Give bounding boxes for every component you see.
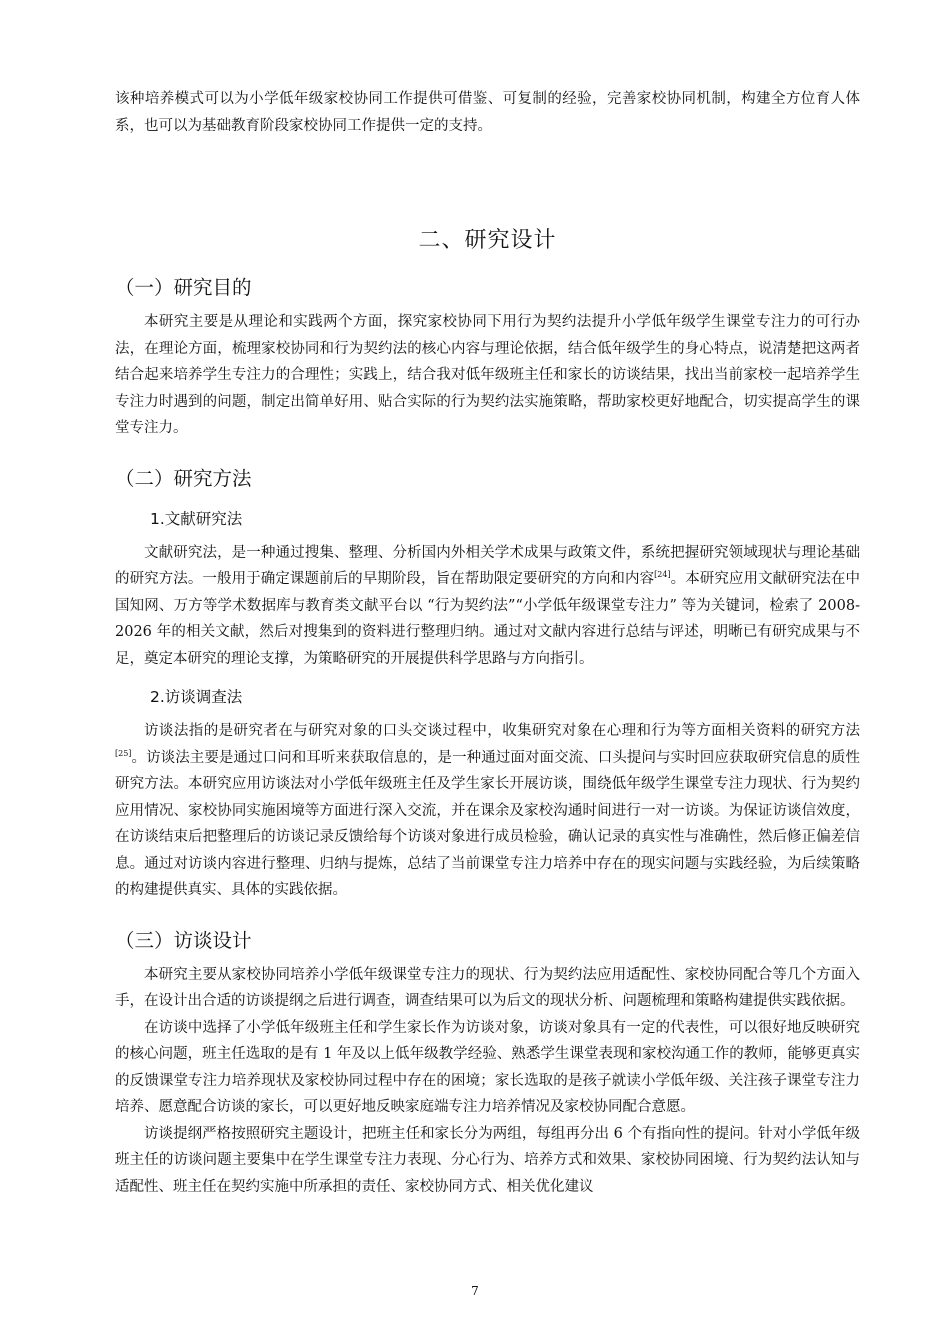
literature-text-part2: 。本研究应用文献研究法在中国知网、万方等学术数据库与教育类文献平台以 “行为契约法”“小学低年级课堂专注力” 等为关键词，检索了 2008-2026 年的相关文献，然后对搜集到的资料进行整理归纳。通过对文献内容进行总结与评述，明晰已有研究成果与不足，奠定本研究的理论支撑，为策略研究的开展提供科学思路与方向指引。	[115, 571, 861, 667]
interview-text-part2: 。访谈法主要是通过口问和耳听来获取信息的，是一种通过面对面交流、口头提问与实时回应获取研究信息的质性研究方法。本研究应用访谈法对小学低年级班主任及学生家长开展访谈，围绕低年级学生课堂专注力现状、行为契约应用情况、家校协同实施困境等方面进行深入交流，并在课余及家校沟通时间进行一对一访谈。为保证访谈信效度，在访谈结束后把整理后的访谈记录反馈给每个访谈对象进行成员检验，确认记录的真实性与准确性，然后修正偏差信息。通过对访谈内容进行整理、归纳与提炼，总结了当前课堂专注力培养中存在的现实问题与实践经验，为后续策略的构建提供真实、具体的实践依据。	[115, 749, 860, 898]
design-paragraph-3: 访谈提纲严格按照研究主题设计，把班主任和家长分为两组，每组再分出 6 个有指向性的提问。针对小学低年级班主任的访谈问题主要集中在学生课堂专注力表现、分心行为、培养方式和效果、家校协同困境、行为契约法认知与适配性、班主任在契约实施中所承担的责任、家校协同方式、相关优化建议	[115, 1125, 860, 1195]
intro-paragraph: 该种培养模式可以为小学低年级家校协同工作提供可借鉴、可复制的经验，完善家校协同机制，构建全方位育人体系，也可以为基础教育阶段家校协同工作提供一定的支持。	[115, 91, 860, 134]
interview-text-part1: 访谈法指的是研究者在与研究对象的口头交谈过程中，收集研究对象在心理和行为等方面相关资料的研究方法	[144, 723, 860, 739]
interview-paragraph	[115, 718, 860, 904]
subsection-title-literature: 1.文献研究法	[150, 509, 243, 528]
citation-24: [24]	[654, 570, 671, 580]
subsection-title-interview: 2.访谈调查法	[150, 688, 243, 706]
design-paragraph-1: 本研究主要从家校协同培养小学低年级课堂专注力的现状、行为契约法应用适配性、家校协同配合等几个方面入手，在设计出合适的访谈提纲之后进行调查，调查结果可以为后文的现状分析、问题梳理和策略构建提供实践依据。	[115, 966, 860, 1009]
chapter-title: 二、研究设计	[418, 228, 557, 253]
document-page	[115, 86, 860, 1200]
page-number: 7	[471, 1284, 479, 1298]
section-title-purpose: （一）研究目的	[115, 276, 252, 299]
design-paragraph-2: 在访谈中选择了小学低年级班主任和学生家长作为访谈对象，访谈对象具有一定的代表性，可以很好地反映研究的核心问题，班主任选取的是有 1 年及以上低年级教学经验、熟悉学生课堂表现和家校沟通工作的教师，能够更真实的反馈课堂专注力培养现状及家校协同过程中存在的困境；家长选取的是孩子就读小学低年级、关注孩子课堂专注力培养、愿意配合访谈的家长，可以更好地反映家庭端专注力培养情况及家校协同配合意愿。	[115, 1019, 860, 1115]
literature-paragraph	[115, 540, 860, 673]
section-title-method: （二）研究方法	[115, 466, 252, 490]
section-title-design: （三）访谈设计	[115, 928, 252, 952]
literature-text-part1: 文献研究法，是一种通过搜集、整理、分析国内外相关学术成果与政策文件，系统把握研究领域现状与理论基础的研究方法。一般用于确定课题前后的早期阶段，旨在帮助限定要研究的方向和内容	[115, 544, 860, 587]
purpose-paragraph: 本研究主要是从理论和实践两个方面，探究家校协同下用行为契约法提升小学低年级学生课堂专注力的可行办法，在理论方面，梳理家校协同和行为契约法的核心内容与理论依据，结合低年级学生的身心特点，说清楚把这两者结合起来培养学生专注力的合理性；实践上，结合我对低年级班主任和家长的访谈结果，找出当前家校一起培养学生专注力时遇到的问题，制定出简单好用、贴合实际的行为契约法实施策略，帮助家校更好地配合，切实提高学生的课堂专注力。	[115, 314, 860, 436]
citation-25: [25]	[115, 748, 132, 758]
